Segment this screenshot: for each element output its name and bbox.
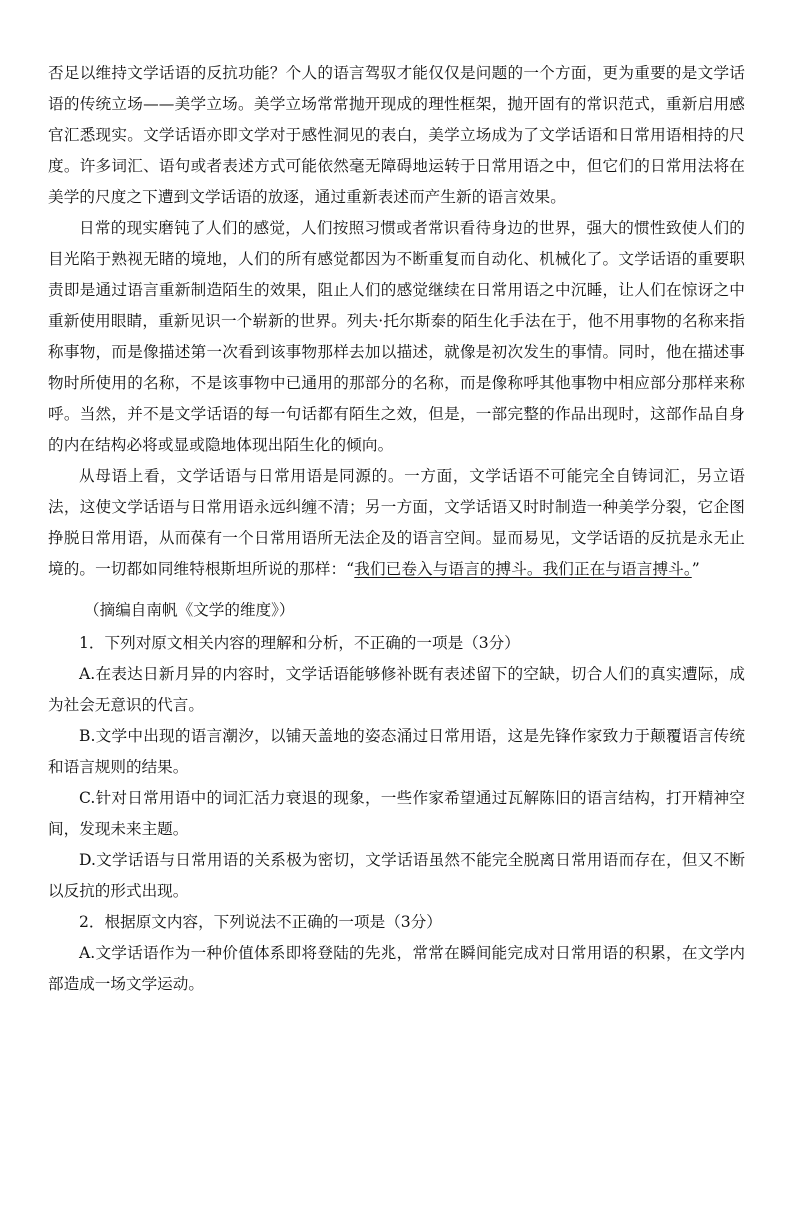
- article-paragraph-2: 日常的现实磨钝了人们的感觉，人们按照习惯或者常识看待身边的世界，强大的惯性致使人们的目光陷于熟视无睹的境地，人们的所有感觉都因为不断重复而自动化、机械化了。文学话语的重要职责即是通过语言重新制造陌生的效果，阻止人们的感觉继续在日常用语之中沉睡，让人们在惊讶之中重新使用眼睛，重新见识一个崭新的世界。列夫·托尔斯泰的陌生化手法在于，他不用事物的名称来指称事物，而是像描述第一次看到该事物那样去加以描述，就像是初次发生的事情。同时，他在描述事物时所使用的名称，不是该事物中已通用的那部分的名称，而是像称呼其他事物中相应部分那样来称呼。当然，并不是文学话语的每一句话都有陌生之效，但是，一部完整的作品出现时，这部作品自身的内在结构必将或显或隐地体现出陌生化的倾向。: [48, 219, 745, 454]
- closing-quote-mark: ”: [691, 560, 700, 578]
- question-1-stem: 1．下列对原文相关内容的理解和分析，不正确的一项是（3分）: [79, 634, 520, 652]
- paragraph-3-text: 从母语上看，文学话语与日常用语是同源的。一方面，文学话语不可能完全自铸词汇，另立语法，这使文学话语与日常用语永远纠缠不清；另一方面，文学话语又时时制造一种美学分裂，它企图挣脱日常用语，从而葆有一个日常用语所无法企及的语言空间。显而易见，文学话语的反抗是永无止境的。一切都如同维特根斯坦所说的那样：“: [48, 467, 745, 578]
- question-2-option-a: A.文学话语作为一种价值体系即将登陆的先兆，常常在瞬间能完成对日常用语的积累，在文学内部造成一场文学运动。: [48, 944, 745, 993]
- article-paragraph-1: 否足以维持文学话语的反抗功能？个人的语言驾驭才能仅仅是问题的一个方面，更为重要的是文学话语的传统立场——美学立场。美学立场常常抛开现成的理性框架，抛开固有的常识范式，重新启用感官汇悉现实。文学话语亦即文学对于感性洞见的表白，美学立场成为了文学话语和日常用语相持的尺度。许多词汇、语句或者表述方式可能依然毫无障碍地运转于日常用语之中，但它们的日常用法将在美学的尺度之下遭到文学话语的放逐，通过重新表述而产生新的语言效果。: [48, 64, 745, 206]
- question-1-option-a: A.在表达日新月异的内容时，文学话语能够修补既有表述留下的空缺，切合人们的真实遭际，成为社会无意识的代言。: [48, 665, 745, 714]
- question-1-option-b: B.文学中出现的语言潮汐，以铺天盖地的姿态涌过日常用语，这是先锋作家致力于颠覆语言传统和语言规则的结果。: [48, 727, 745, 776]
- question-1-option-d: D.文学话语与日常用语的关系极为密切，文学话语虽然不能完全脱离日常用语而存在，但又不断以反抗的形式出现。: [48, 851, 745, 900]
- article-paragraph-3: [48, 461, 745, 585]
- question-1-option-c: C.针对日常用语中的词汇活力衰退的现象，一些作家希望通过瓦解陈旧的语言结构，打开精神空间，发现未来主题。: [48, 789, 745, 838]
- article-source: （摘编自南帆《文学的维度》）: [84, 601, 295, 619]
- question-2-stem: 2．根据原文内容，下列说法不正确的一项是（3分）: [79, 913, 442, 931]
- document-page: [48, 58, 745, 1000]
- wittgenstein-quote: 我们已卷入与语言的搏斗。我们正在与语言搏斗。: [354, 560, 692, 578]
